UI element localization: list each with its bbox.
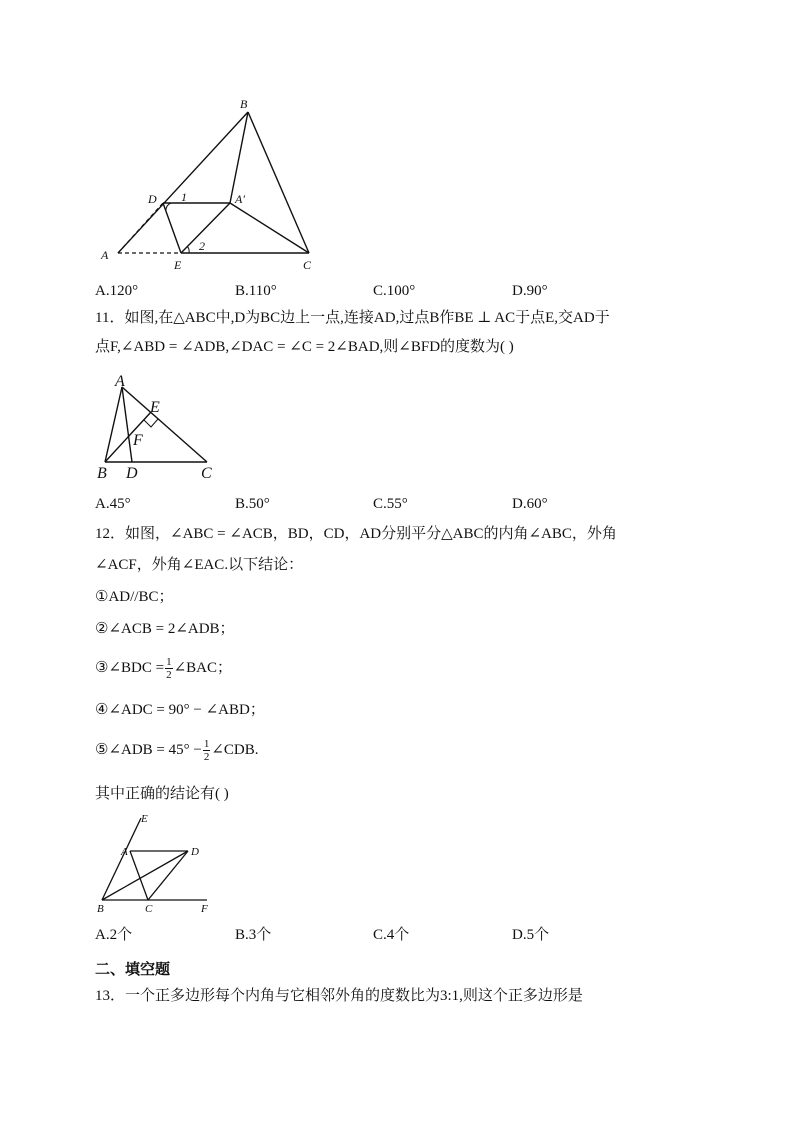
q12-c3-rhs: ∠BAC；	[173, 660, 232, 676]
q11-option-a: A.45°	[95, 496, 131, 512]
q12-text-line2: ∠ACF，外角∠EAC.以下结论：	[95, 557, 304, 573]
label-A: A	[101, 248, 109, 262]
q12-conclusion-5	[95, 735, 259, 765]
fraction-numerator: 1	[166, 655, 172, 668]
label-C: C	[201, 465, 212, 482]
q12-conclusion-4: ④∠ADC = 90° − ∠ABD；	[95, 702, 265, 718]
q12-option-a: A.2个	[95, 927, 133, 943]
fraction-one-half	[203, 738, 211, 763]
figure-q11-triangle	[95, 368, 225, 483]
fraction-one-half	[165, 656, 173, 681]
q12-conclusion-2: ②∠ACB = 2∠ADB；	[95, 621, 235, 637]
label-A-prime: A′	[235, 192, 245, 206]
fraction-numerator: 1	[203, 737, 210, 750]
label-D: D	[126, 465, 138, 482]
fraction-denominator: 2	[203, 750, 210, 763]
label-E: E	[150, 399, 160, 416]
q12-option-d: D.5个	[512, 927, 550, 943]
label-B: B	[240, 97, 248, 111]
label-D: D	[148, 192, 157, 206]
section-heading: 二、填空题	[95, 960, 171, 978]
label-A: A	[115, 373, 125, 390]
label-F: F	[133, 432, 143, 449]
q10-option-a: A.120°	[95, 283, 139, 299]
figure-folded-triangle	[95, 95, 325, 275]
q12-option-b: B.3个	[235, 927, 272, 943]
q12-text-line1: 12．如图，∠ABC = ∠ACB，BD，CD，AD分别平分△ABC的内角∠ABC，外角	[95, 526, 617, 542]
label-D: D	[191, 846, 199, 858]
q12-conclusion-1: ①AD//BC；	[95, 589, 174, 605]
q12-ask: 其中正确的结论有( )	[95, 786, 229, 802]
q11-option-c: C.55°	[373, 496, 408, 512]
label-B: B	[97, 903, 104, 915]
label-angle-2: 2	[199, 239, 205, 253]
q11-option-d: D.60°	[512, 496, 548, 512]
label-A: A	[121, 846, 128, 858]
q12-conclusion-3	[95, 653, 232, 683]
q12-c5-lhs: ⑤∠ADB = 45° −	[95, 742, 202, 758]
label-C: C	[303, 258, 312, 272]
q11-option-b: B.50°	[235, 496, 270, 512]
figure-q12-parallelogram	[95, 810, 220, 915]
q12-c3-lhs: ③∠BDC =	[95, 660, 165, 676]
label-E: E	[141, 813, 148, 825]
q10-option-b: B.110°	[235, 283, 277, 299]
label-C: C	[145, 903, 153, 915]
label-F: F	[201, 903, 208, 915]
q11-text-line2: 点F,∠ABD = ∠ADB,∠DAC = ∠C = 2∠BAD,则∠BFD的度数为( )	[95, 339, 514, 355]
q10-option-c: C.100°	[373, 283, 416, 299]
label-E: E	[174, 258, 182, 272]
q11-text-line1: 11．如图,在△ABC中,D为BC边上一点,连接AD,过点B作BE ⊥ AC于点E,交AD于	[95, 310, 610, 326]
label-angle-1: 1	[181, 190, 187, 204]
q10-option-d: D.90°	[512, 283, 548, 299]
q12-option-c: C.4个	[373, 927, 410, 943]
fraction-denominator: 2	[166, 668, 172, 681]
q12-c5-rhs: ∠CDB.	[211, 742, 259, 758]
q13-text-line1: 13．一个正多边形每个内角与它相邻外角的度数比为3:1,则这个正多边形是	[95, 988, 583, 1004]
label-B: B	[97, 465, 107, 482]
